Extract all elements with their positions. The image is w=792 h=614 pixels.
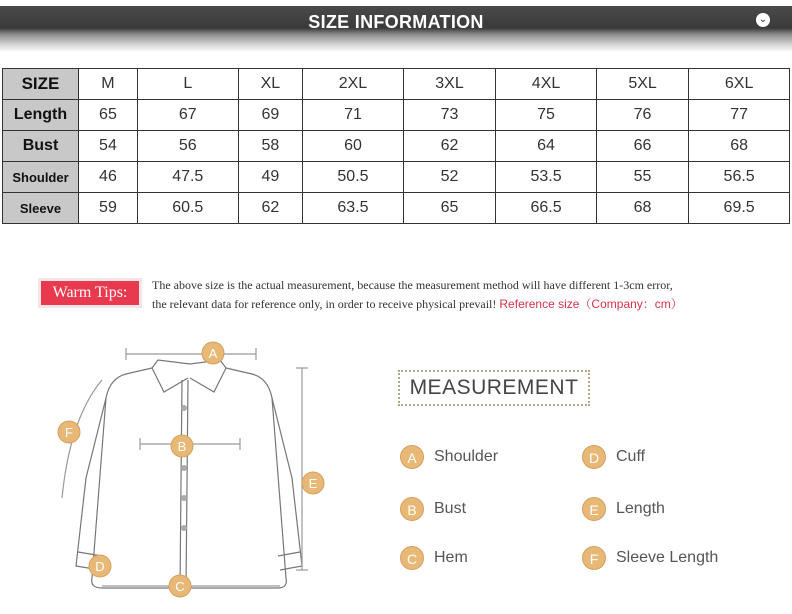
table-cell: 53.5 — [496, 162, 597, 193]
table-cell: 56.5 — [689, 162, 790, 193]
table-cell: 68 — [689, 131, 790, 162]
table-cell: 73 — [403, 100, 495, 131]
table-header-cell: 4XL — [496, 69, 597, 100]
table-cell: 67 — [137, 100, 238, 131]
table-cell: 66 — [596, 131, 688, 162]
table-cell: 77 — [689, 100, 790, 131]
table-row — [3, 162, 790, 193]
table-cell: 60.5 — [137, 193, 238, 224]
marker-d: D — [95, 559, 105, 574]
size-table — [2, 68, 790, 224]
warm-tips-label: Warm Tips: — [41, 281, 139, 305]
header-bar — [0, 6, 792, 52]
legend-label: Bust — [434, 500, 467, 517]
marker-e-icon: E — [582, 497, 606, 521]
marker-c: C — [175, 579, 185, 594]
table-cell: 63.5 — [303, 193, 404, 224]
table-cell: 65 — [79, 100, 138, 131]
table-cell: 65 — [403, 193, 495, 224]
table-cell: 69.5 — [689, 193, 790, 224]
table-cell: 50.5 — [303, 162, 404, 193]
table-cell: 46 — [79, 162, 138, 193]
table-cell: 55 — [596, 162, 688, 193]
legend-item-sleeve-length — [582, 546, 718, 570]
table-cell: 59 — [79, 193, 138, 224]
table-cell: 66.5 — [496, 193, 597, 224]
row-label: Bust — [3, 131, 79, 162]
table-header-cell: L — [137, 69, 238, 100]
table-cell: 71 — [303, 100, 404, 131]
warm-tips-badge — [38, 278, 142, 308]
table-cell: 69 — [238, 100, 302, 131]
table-cell: 60 — [303, 131, 404, 162]
table-cell: 76 — [596, 100, 688, 131]
tips-line-2: the relevant data for reference only, in order to receive physical prevail! — [152, 297, 497, 311]
table-header-cell: 6XL — [689, 69, 790, 100]
marker-d-icon: D — [582, 445, 606, 469]
table-cell: 64 — [496, 131, 597, 162]
legend-item-length — [582, 497, 665, 521]
shirt-diagram — [30, 338, 360, 606]
measurement-title: MEASUREMENT — [398, 370, 590, 406]
table-header-cell: XL — [238, 69, 302, 100]
marker-a: A — [208, 346, 218, 361]
warm-tips-text — [152, 276, 772, 314]
table-row — [3, 100, 790, 131]
table-header-row — [3, 69, 790, 100]
table-cell: 56 — [137, 131, 238, 162]
reference-size-note: Reference size（Company：cm） — [499, 297, 683, 311]
table-cell: 49 — [238, 162, 302, 193]
table-header-cell: M — [79, 69, 138, 100]
legend-item-hem — [400, 546, 468, 570]
table-header-cell: 3XL — [403, 69, 495, 100]
table-cell: 62 — [238, 193, 302, 224]
marker-a-icon: A — [400, 445, 424, 469]
chevron-down-icon[interactable]: ⌄ — [756, 13, 770, 27]
table-header-cell: SIZE — [3, 69, 79, 100]
table-cell: 75 — [496, 100, 597, 131]
legend-item-cuff — [582, 445, 645, 469]
table-cell: 54 — [79, 131, 138, 162]
row-label: Length — [3, 100, 79, 131]
marker-b: B — [177, 439, 187, 454]
marker-e: E — [308, 476, 318, 491]
table-row — [3, 193, 790, 224]
tips-line-1: The above size is the actual measurement, because the measurement method will have different 1-3cm error, — [152, 278, 673, 292]
legend-label: Shoulder — [434, 448, 499, 465]
table-cell: 62 — [403, 131, 495, 162]
legend-label: Cuff — [616, 448, 646, 465]
table-cell: 68 — [596, 193, 688, 224]
legend-label: Hem — [434, 549, 468, 566]
legend-item-shoulder — [400, 445, 498, 469]
marker-c-icon: C — [400, 546, 424, 570]
page-title: SIZE INFORMATION — [308, 12, 484, 32]
table-header-cell: 5XL — [596, 69, 688, 100]
table-header-cell: 2XL — [303, 69, 404, 100]
marker-b-icon: B — [400, 497, 424, 521]
legend-label: Sleeve Length — [616, 549, 719, 566]
marker-f-icon: F — [582, 546, 606, 570]
legend-label: Length — [616, 500, 665, 517]
tips-line-2-wrap — [152, 295, 772, 314]
shirt-outline-icon — [30, 338, 360, 606]
table-cell: 52 — [403, 162, 495, 193]
marker-f: F — [65, 425, 73, 440]
table-row — [3, 131, 790, 162]
table-cell: 47.5 — [137, 162, 238, 193]
legend-item-bust — [400, 497, 466, 521]
row-label: Sleeve — [3, 193, 79, 224]
row-label: Shoulder — [3, 162, 79, 193]
table-cell: 58 — [238, 131, 302, 162]
